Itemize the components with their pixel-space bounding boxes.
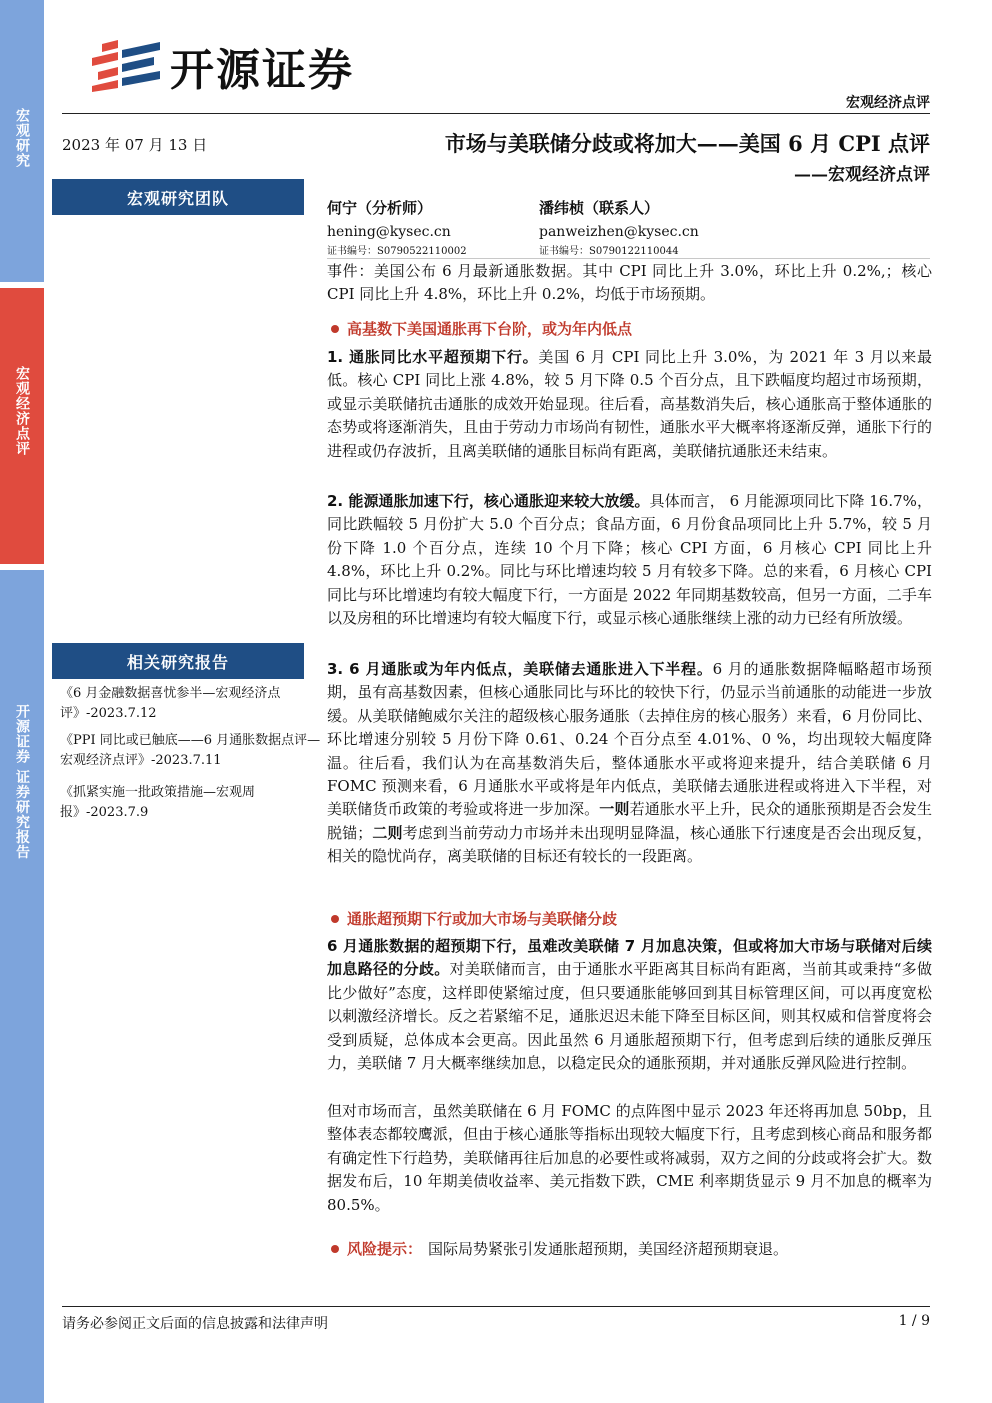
related-report-item[interactable]: 《PPI 同比或已触底——6 月通胀数据点评—宏观经济点评》-2023.7.11 (60, 733, 321, 768)
para-text: 具体而言， 6 月能源项同比下降 16.7%，同比跌幅较 5 月份扩大 5.0 个百分点；食品方面，6 月份食品项同比上升 5.7%，较 5 月份下降 1.0 个百分点，连续 10 个月下降；核心 CPI 方面，6 月核心 CPI 同比上升 4.8%，环比上升 0.2%。同比与环比增速均较 5 月有较多下降。总的来看，6 月核心 CPI 同比与环比增速均有较大幅度下行，一方面是 2022 年同期基数较高，但另一方面，二手车以及房租的环比增速均有较大幅度下行，或显示核心通胀继续上涨的动力已经有所放缓。 (327, 492, 932, 628)
analyst-cert: 证书编号：S0790122110044 (539, 246, 679, 257)
header-category-tag: 宏观经济点评 (846, 95, 930, 111)
report-subtitle: ——宏观经济点评 (794, 165, 930, 185)
risk-label: 风险提示： (347, 1240, 423, 1258)
analyst-card (327, 197, 467, 257)
bullet-icon (331, 325, 339, 333)
risk-text: 国际局势紧张引发通胀超预期，美国经济超预期衰退。 (428, 1240, 789, 1258)
research-team-box: 宏观研究团队 (52, 179, 304, 215)
bullet-icon (331, 915, 339, 923)
para-lead: 3. 6 月通胀或为年内低点，美联储去通胀进入下半程。 (327, 660, 713, 678)
sidebar-label-category: 宏观经济点评 (14, 366, 30, 456)
section2-para2 (327, 1100, 932, 1217)
related-reports-box: 相关研究报告 (52, 643, 304, 679)
company-logo (88, 34, 354, 98)
footer-divider (62, 1306, 930, 1307)
logo-mark-icon (88, 40, 162, 92)
sidebar-segment-bottom (0, 570, 44, 1403)
para-lead: 2. 能源通胀加速下行，核心通胀迎来较大放缓。 (327, 492, 650, 510)
section2-heading-text: 通胀超预期下行或加大市场与美联储分歧 (347, 910, 618, 928)
related-report-item[interactable]: 《6 月金融数据喜忧参半—宏观经济点评》-2023.7.12 (60, 686, 281, 721)
para-text: 美国 6 月 CPI 同比上升 3.0%，为 2021 年 3 月以来最低。核心 CPI 同比上涨 4.8%，较 5 月下降 0.5 个百分点，且下跌幅度均超过市场预期，或显示美联储抗击通胀的成效开始显现。往后看，高基数消失后，核心通胀高于整体通胀的态势或将逐渐消失，且由于劳动力市场尚有韧性，通胀水平大概率将逐渐反弹，通胀下行的进程或仍存波折，且离美联储的通胀目标尚有距离，美联储抗通胀还未结束。 (327, 348, 932, 460)
para-text: 若通胀水平上升，民众的通胀预期是否会发生脱锚； (327, 800, 932, 842)
para-emphasis: 二则 (372, 823, 403, 842)
section2-para1 (327, 935, 932, 1075)
para-emphasis: 一则 (599, 800, 630, 819)
related-report-item[interactable]: 《抓紧实施一批政策措施—宏观周报》-2023.7.9 (60, 785, 256, 820)
header-divider (62, 113, 930, 114)
analyst-email[interactable]: panweizhen@kysec.cn (539, 224, 699, 240)
section1-para3 (327, 658, 932, 869)
analyst-card (539, 197, 699, 257)
left-sidebar (0, 0, 44, 1403)
para-text: 但对市场而言，虽然美联储在 6 月 FOMC 的点阵图中显示 2023 年还将再加息 50bp，且整体表态都较鹰派，但由于核心通胀等指标出现较大幅度下行，且考虑到核心商品和服务都有确定性下行趋势，美联储再往后加息的必要性或将减弱，双方之间的分歧或将会扩大。数据发布后，10 年期美债收益率、美元指数下跌，CME 利率期货显示 9 月不加息的概率为 80.5%。 (327, 1102, 932, 1214)
section1-para2 (327, 490, 932, 630)
risk-notice (331, 1238, 788, 1259)
section1-heading (331, 318, 632, 339)
section2-heading (331, 908, 617, 929)
event-paragraph (327, 260, 932, 307)
sidebar-segment-top (0, 0, 44, 282)
event-text: 事件：美国公布 6 月最新通胀数据。其中 CPI 同比上升 3.0%，环比上升 0.2%,；核心 CPI 同比上升 4.8%，环比上升 0.2%，均低于市场预期。 (327, 262, 932, 304)
analyst-divider (327, 258, 930, 259)
analyst-email[interactable]: hening@kysec.cn (327, 224, 451, 240)
bullet-icon (331, 1245, 339, 1253)
analyst-name: 潘纬桢（联系人） (539, 199, 660, 217)
para-text: 考虑到当前劳动力市场并未出现明显降温，核心通胀下行速度是否会出现反复，相关的隐忧尚存，离美联储的目标还有较长的一段距离。 (327, 823, 932, 866)
para-text: 对美联储而言，由于通胀水平距离其目标尚有距离，当前其或秉持“多做比少做好”态度，这样即使紧缩过度，但只要通胀能够回到其目标管理区间，可以再度宽松以刺激经济增长。反之若紧缩不足，通胀迟迟未能下降至目标区间，则其权威和信誉度将会受到质疑，总体成本会更高。因此虽然 6 月通胀超预期下行，但考虑到后续的通胀反弹压力，美联储 7 月大概率继续加息，以稳定民众的通胀预期，并对通胀反弹风险进行控制。 (327, 960, 932, 1073)
section1-para1 (327, 346, 932, 463)
sidebar-label-company: 开源证券 证券研究报告 (14, 704, 30, 860)
page-number: 1 / 9 (898, 1313, 930, 1329)
analyst-name: 何宁（分析师） (327, 199, 433, 217)
section1-heading-text: 高基数下美国通胀再下台阶，或为年内低点 (347, 320, 633, 338)
report-date: 2023 年 07 月 13 日 (62, 136, 208, 154)
para-text: 6 月的通胀数据降幅略超市场预期，虽有高基数因素，但核心通胀同比与环比的较快下行，仍显示当前通胀的动能进一步放缓。从美联储鲍威尔关注的超级核心服务通胀（去掉住房的核心服务）来看，6 月份同比、环比增速分别较 5 月份下降 0.61、0.24 个百分点至 4.01%、0 %，均出现较大幅度降温。往后看，我们认为在高基数消失后，整体通胀水平或将迎来提升，结合美联储 6 月 FOMC 预测来看，6 月通胀水平或将是年内低点，美联储去通胀进程或将进入下半程，对美联储货币政策的考验或将进一步加深。 (327, 660, 932, 819)
sidebar-label-research: 宏观研究 (14, 108, 30, 168)
footer-disclaimer: 请务必参阅正文后面的信息披露和法律声明 (62, 1316, 328, 1332)
logo-text: 开源证券 (170, 45, 354, 96)
para-lead: 6 月通胀数据的超预期下行，虽难改美联储 7 月加息决策，但或将加大市场与联储对后续加息路径的分歧。 (327, 937, 932, 979)
report-title: 市场与美联储分歧或将加大——美国 6 月 CPI 点评 (444, 131, 930, 156)
related-reports-list (60, 684, 322, 830)
para-lead: 1. 通胀同比水平超预期下行。 (327, 348, 539, 366)
analyst-cert: 证书编号：S0790522110002 (327, 246, 467, 257)
sidebar-segment-middle (0, 288, 44, 564)
